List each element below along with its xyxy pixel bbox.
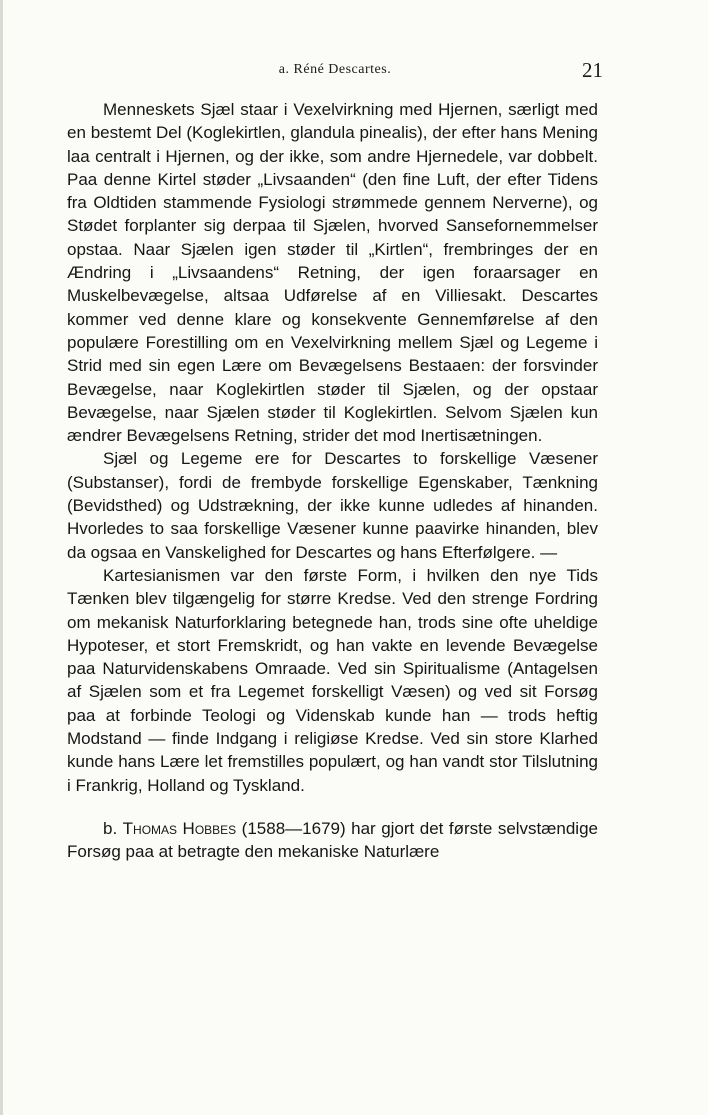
- paragraph-substances: Sjæl og Legeme ere for Descartes to forskellige Væsener (Substanser), fordi de frembyde forskellige Egenskaber, Tænkning (Bevidsthed) og Udstrækning, der ikke kunne udledes af hinanden. Hvorledes to saa forskellige Væsener kunne paavirke hinanden, blev da ogsaa en Vanskelighed for Descartes og hans Efterfølgere. —: [67, 449, 598, 562]
- paragraph-cartesianism: Kartesianismen var den første Form, i hvilken den nye Tids Tænken blev tilgængelig for større Kredse. Ved den strenge Fordring om mekanisk Naturforklaring betegnede han, trods sine ofte uheldige Hypoteser, et stort Fremskridt, og han vakte en levende Bevægelse paa Naturvidenskabens Omraade. Ved sin Spiritualisme (Antagelsen af Sjælen som et fra Legemet forskelligt Væsen) og ved sit Forsøg paa at forbinde Teologi og Videnskab kunde han — trods heftig Modstand — finde Indgang i religiøse Kredse. Ved sin store Klarhed kunde hans Lære let fremstilles populært, og han vandt stor Tilslutning i Frankrig, Holland og Tyskland.: [67, 565, 598, 795]
- paragraph-soul-brain: Menneskets Sjæl staar i Vexelvirkning med Hjernen, særligt med en bestemt Del (Koglekirtlen, glandula pinealis), der efter hans Mening laa centralt i Hjernen, og der ikke, som andre Hjernedele, var dobbelt. Paa denne Kirtel støder „Livsaanden“ (den fine Luft, der efter Tidens fra Oldtiden stammende Fysiologi strømmede gennem Nerverne), og Stødet forplanter sig derpaa til Sjælen, hvorved Sansefornemmelser opstaa. Naar Sjælen igen støder til „Kirtlen“, frembringes der en Ændring i „Livsaandens“ Retning, der igen foraarsager en Muskelbevægelse, altsaa Udførelse af en Villiesakt. Descartes kommer ved denne klare og konsekvente Gennemførelse af den populære Forestilling om en Vexelvirkning mellem Sjæl og Legeme i Strid med sin egen Lære om Bevægelsens Bestaaen: der forsvinder Bevægelse, naar Koglekirtlen støder til Sjælen, og der opstaar Bevægelse, naar Sjælen støder til Koglekirtlen. Selvom Sjælen kun ændrer Bevægelsens Retning, strider det mod Inertisætningen.: [67, 100, 598, 446]
- section-label: b.: [103, 818, 123, 838]
- body-text: [67, 98, 598, 864]
- section-b-text: (1588—1679) har gjort det første selvstændige Forsøg paa at betragte den mekaniske Naturlære: [67, 818, 598, 862]
- running-title: a. Réné Descartes.: [278, 62, 392, 77]
- page-number: 21: [582, 58, 603, 82]
- person-name: Thomas Hobbes: [122, 818, 237, 838]
- page-header: [67, 58, 603, 88]
- paragraph-hobbes: [67, 817, 598, 864]
